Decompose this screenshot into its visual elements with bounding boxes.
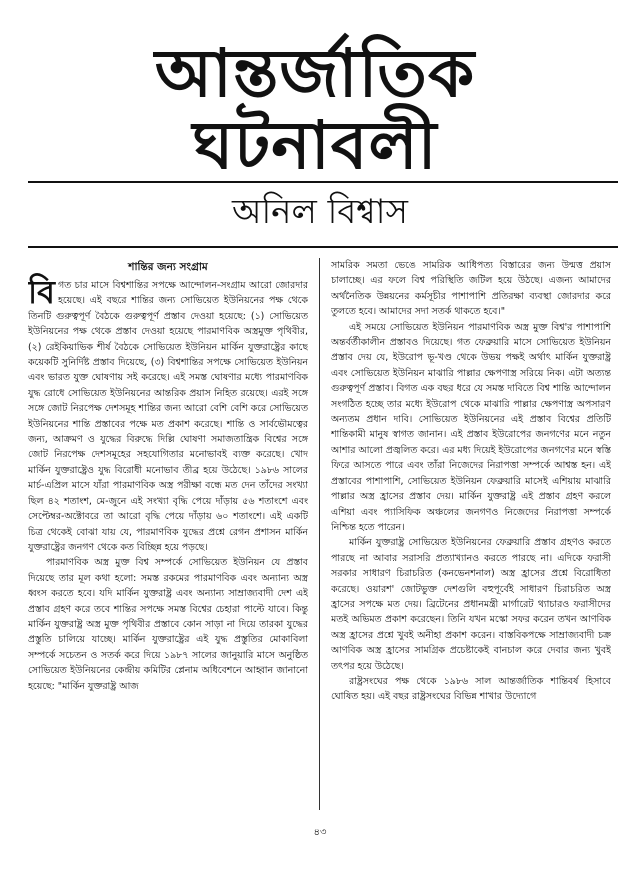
section-heading: শান্তির জন্য সংগ্রাম	[128, 261, 208, 273]
column-divider	[319, 258, 320, 810]
right-paragraph-4: রাষ্ট্রসংঘের পক্ষ থেকে ১৯৮৬ সাল আন্তর্জাতিক শান্তিবর্ষ হিসাবে ঘোষিত হয়। এই বছর রাষ্ট্রসংঘের বিভিন্ন শাখার উদ্যোগে	[331, 675, 611, 703]
left-paragraph-1-text: গত চার মাসে বিশ্বশান্তির সপক্ষে আন্দোলন-সংগ্রাম আরো জোরদার হয়েছে। এই বছরে শান্তির জন্য সোভিয়েত ইউনিয়নের পক্ষ থেকে তিনটি গুরুত্বপূর্ণ বৈঠকে গুরুত্বপূর্ণ প্রস্তাব দেওয়া হয়েছে: (১) সোভিয়েত ইউনিয়নের পক্ষ থেকে প্রস্তাব দেওয়া হয়েছে পারমাণবিক অস্ত্রমুক্ত পৃথিবীর, (২) রেইকিয়াভিক শীর্ষ বৈঠকে সোভিয়েত ইউনিয়ন মার্কিন যুক্তরাষ্ট্রের কাছে কয়েকটি সুনির্দিষ্ট প্রস্তাব দিয়েছে, (৩) বিশ্বশান্তির সপক্ষে সোভিয়েত ইউনিয়ন এবং ভারত যুক্ত ঘোষণায় সই করেছে। এই সমস্ত ঘোষণার মধ্যে পারমাণবিক যুদ্ধ রোধে সোভিয়েত ইউনিয়নের আন্তরিক প্রয়াস নিহিত রয়েছে। এরই সঙ্গে সঙ্গে জোট নিরপেক্ষ দেশসমূহ শান্তির জন্য আরো বেশি বেশি করে সোভিয়েত ইউনিয়নের শান্তি প্রস্তাবের পক্ষে মত প্রকাশ করেছে। শান্তি ও সার্বভৌমত্বের জন্য, আক্রমণ ও যুদ্ধের বিরুদ্ধে দিল্লি ঘোষণা সমাজতান্ত্রিক বিশ্বের সঙ্গে জোট নিরপেক্ষ দেশসমূহের সহযোগিতার মনোভাবই ব্যক্ত করেছে। খোদ মার্কিন যুক্তরাষ্ট্রেও যুদ্ধ বিরোধী মনোভাব তীব্র হয়ে উঠেছে। ১৯৮৬ সালের মার্চ-এপ্রিল মাসে যাঁরা পারমাণবিক অস্ত্র পরীক্ষা বন্ধে মত দেন তাঁদের সংখ্যা ছিল ৪২ শতাংশ, মে-জুনে এই সংখ্যা বৃদ্ধি পেয়ে দাঁড়ায় ৫৬ শতাংশে এবং সেপ্টেম্বর-অক্টোবরে তা আরো বৃদ্ধি পেয়ে দাঁড়ায় ৬০ শতাংশে। এই একটি চিত্র থেকেই বোঝা যায় যে, পারমাণবিক যুদ্ধের প্রশ্নে রেগন প্রশাসন মার্কিন যুক্তরাষ্ট্রের জনগণ থেকে কত বিচ্ছিন্ন হয়ে পড়ছে।	[28, 280, 308, 553]
title-line-2: ঘটনাবলী	[192, 107, 438, 184]
header-rule-top	[28, 181, 618, 183]
right-paragraph-2: এই সময়ে সোভিয়েত ইউনিয়ন পারমাণবিক অস্ত্র মুক্ত বিশ্ব'র পাশাপাশি অন্তর্বর্তীকালীন প্রস্তাবও দিয়েছে। গত ফেব্রুয়ারি মাসে সোভিয়েত ইউনিয়ন প্রস্তাব দেয় যে, ইউরোপ ভূ-খণ্ড থেকে উভয় পক্ষই অর্থাৎ মার্কিন যুক্তরাষ্ট্র এবং সোভিয়েত ইউনিয়ন মাঝারি পাল্লার ক্ষেপণাস্ত্র সরিয়ে নিক। এটা অত্যন্ত গুরুত্বপূর্ণ প্রস্তাব। বিগত এক বছর ধরে যে সমস্ত দাবিতে বিশ্ব শান্তি আন্দোলন সংগঠিত হচ্ছে তার মধ্যে ইউরোপ থেকে মাঝারি পাল্লার ক্ষেপণাস্ত্র অপসারণ অন্যতম প্রধান দাবি। সোভিয়েত ইউনিয়নের এই প্রস্তাব বিশ্বের প্রতিটি শান্তিকামী মানুষ স্বাগত জানান। এই প্রস্তাব ইউরোপের জনগণের মনে নতুন আশার আলো প্রজ্বলিত করে। এর মধ্য দিয়েই ইউরোপের জনগণের মনে স্বস্তি ফিরে আসতে পারে এবং তাঁরা নিজেদের নিরাপত্তা সম্পর্কে আশ্বস্ত হন। এই প্রস্তাবের পাশাপাশি, সোভিয়েত ইউনিয়ন ফেব্রুয়ারি মাসেই এশিয়ায় মাঝারি পাল্লার অস্ত্র হ্রাসের প্রস্তাব দেয়। মার্কিন যুক্তরাষ্ট্র এই প্রস্তাব গ্রহণ করলে এশিয়া এবং প্যাসিফিক অঞ্চলের জনগণও নিজেদের নিরাপত্তা সম্পর্কে নিশ্চিন্ত হতে পারেন।	[331, 321, 611, 533]
header-rule-bottom	[28, 246, 618, 248]
left-paragraph-1	[28, 273, 308, 555]
article-title	[150, 35, 480, 184]
right-column	[331, 258, 611, 818]
title-line-1: আন্তর্জাতিক	[154, 35, 476, 112]
left-column	[28, 258, 308, 818]
author-name: অনিল বিশ্বাস	[232, 192, 408, 232]
left-paragraph-2: পারমাণবিক অস্ত্র মুক্ত বিশ্ব সম্পর্কে সোভিয়েত ইউনিয়ন যে প্রস্তাব দিয়েছে তার মূল কথা হলো: সমস্ত রকমের পারমাণবিক এবং অন্যান্য অস্ত্র ধ্বংস করতে হবে। যদি মার্কিন যুক্তরাষ্ট্র এবং অন্যান্য সাম্রাজ্যবাদী দেশ এই প্রস্তাব গ্রহণ করে তবে শান্তির সপক্ষে সমস্ত বিশ্বের চেহারা পাল্টে যাবে। কিন্তু মার্কিন যুক্তরাষ্ট্র অস্ত্র মুক্ত পৃথিবীর প্রস্তাবে কোন সাড়া না দিয়ে তারকা যুদ্ধের প্রস্তুতি চালিয়ে যাচ্ছে। মার্কিন যুক্তরাষ্ট্রের এই যুদ্ধ প্রস্তুতির মোকাবিলা সম্পর্কে সচেতন ও সতর্ক করে দিয়ে ১৯৮৭ সালের জানুয়ারি মাসে অনুষ্ঠিত সোভিয়েত ইউনিয়নের কেন্দ্রীয় কমিটির প্লেনাম অধিবেশনে আহ্বান জানানো হয়েছে: "মার্কিন যুক্তরাষ্ট্র আজ	[28, 557, 308, 692]
right-paragraph-3: মার্কিন যুক্তরাষ্ট্র সোভিয়েত ইউনিয়নের ফেব্রুয়ারি প্রস্তাব গ্রহণও করতে পারছে না আবার সরাসরি প্রত্যাখ্যানও করতে পারছে না। এদিকে ফরাসী সরকার সাধারণ চিরাচরিত (কনভেনশনাল) অস্ত্র হ্রাসের প্রশ্নে বিরোধিতা করেছে। ওয়ারশ' জোটভুক্ত দেশগুলি বহুপূর্বেই সাধারণ চিরাচরিত অস্ত্র হ্রাসের সপক্ষে মত দেয়। ব্রিটেনের প্রধানমন্ত্রী মার্গারেট থ্যাচারও ফরাসীদের মতই অভিমত প্রকাশ করেছেন। তিনি যখন মস্কো সফর করেন তখন আণবিক অস্ত্র হ্রাসের প্রশ্নে খুবই অনীহা প্রকাশ করেন। বাস্তবিকপক্ষে সাম্রাজ্যবাদী চক্র আণবিক অস্ত্র হ্রাসের সামগ্রিক প্রচেষ্টাকেই বানচাল করে দেবার জন্য খুবই তৎপর হয়ে উঠেছে।	[331, 537, 611, 672]
drop-cap: বি	[28, 273, 55, 311]
page-number: ৪৩	[313, 827, 327, 838]
right-paragraph-1: সামরিক সমতা ভেঙে সামরিক আধিপত্য বিস্তারের জন্য উন্মত্ত প্রয়াস চালাচ্ছে। এর ফলে বিশ্ব পরিস্থিতি জটিল হয়ে উঠছে। এজন্য আমাদের অর্থনৈতিক উন্নয়নের কর্মসূচীর পাশাপাশি প্রতিরক্ষা ব্যবস্থা জোরদার করে তুলতে হবে। আমাদের সদা সতর্ক থাকতে হবে।"	[331, 260, 611, 318]
